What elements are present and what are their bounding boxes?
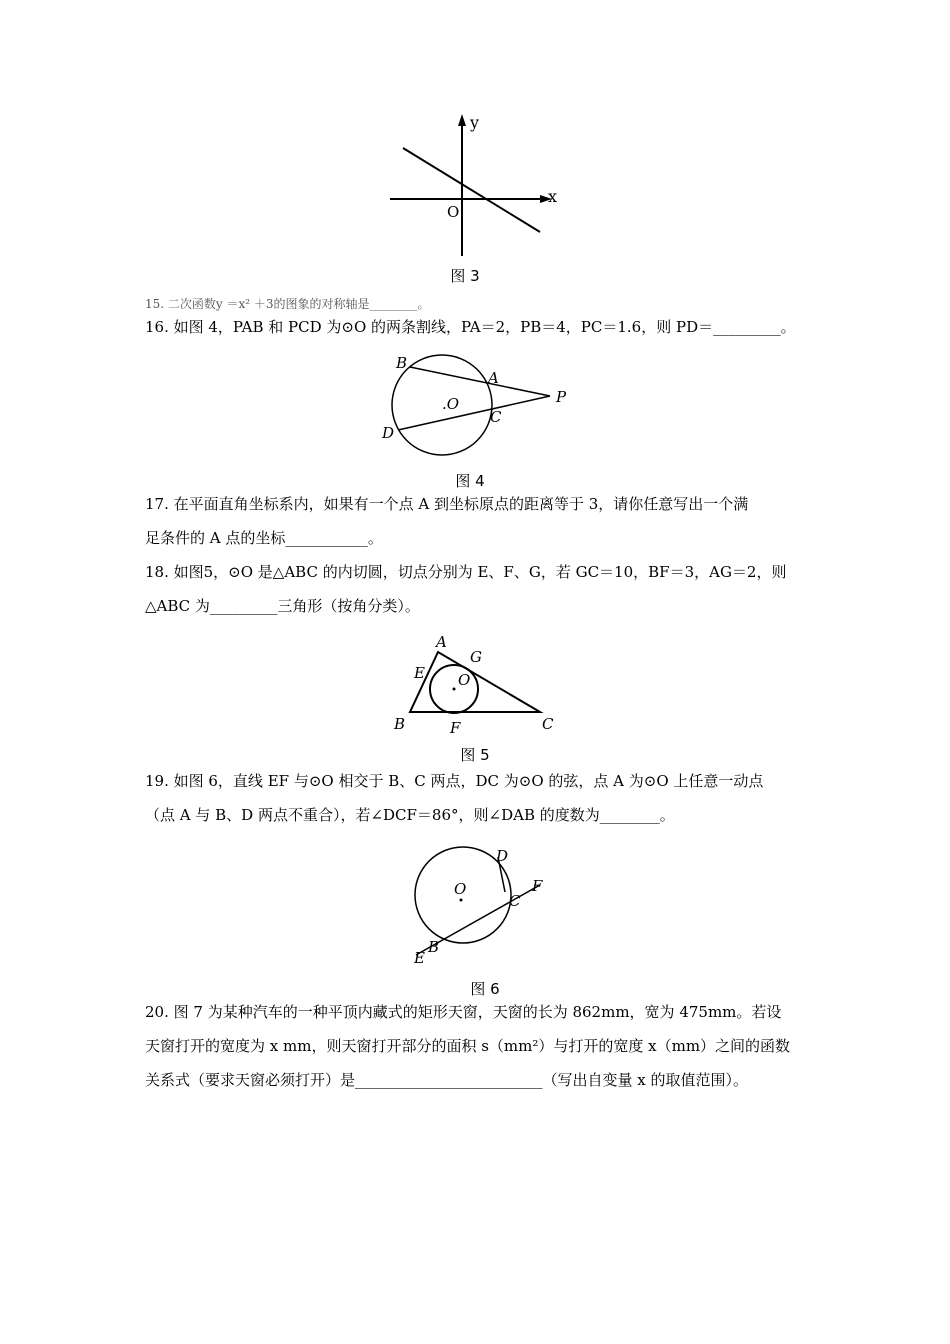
question-19-line-1: 19. 如图 6，直线 EF 与⊙O 相交于 B、C 两点，DC 为⊙O 的弦，点 A 为⊙O 上任意一动点 [145,772,764,790]
question-17-line-1: 17. 在平面直角坐标系内，如果有一个点 A 到坐标原点的距离等于 3，请你任意写出一个满 [145,495,749,513]
point-G-label: G [470,648,482,666]
point-D-label: D [496,847,509,865]
question-20-line-1: 20. 图 7 为某种汽车的一种平顶内藏式的矩形天窗，天窗的长为 862mm，宽为 475mm。若设 [145,1003,782,1021]
question-19-line-2: （点 A 与 B、D 两点不重合），若∠DCF＝86°，则∠DAB 的度数为________。 [145,806,675,824]
point-F-label: F [532,877,543,895]
vertex-C-label: C [542,715,554,733]
figure-6-circle-line [408,845,558,970]
figure-3-coordinate-graph [385,110,565,260]
question-16: 16. 如图 4，PAB 和 PCD 为⊙O 的两条割线，PA＝2，PB＝4，PC＝1.6，则 PD＝_________。 [145,318,796,336]
question-20-line-2: 天窗打开的宽度为 x mm，则天窗打开部分的面积 s（mm²）与打开的宽度 x（mm）之间的函数 [145,1037,791,1055]
question-15: 15. 二次函数y ＝x² ＋3的图象的对称轴是________。 [145,297,430,311]
figure-5-incircle-triangle [388,632,568,737]
vertex-A-label: A [436,633,447,651]
point-C-label: C [490,408,502,426]
y-axis-label: y [470,113,480,132]
question-20-line-3: 关系式（要求天窗必须打开）是_________________________（写出自变量 x 的取值范围）。 [145,1071,748,1089]
figure-5-caption: 图 5 [460,746,490,764]
center-O-label: O [458,671,471,689]
point-D-label: D [382,424,395,442]
point-B-label: B [396,354,408,372]
figure-3-caption: 图 3 [450,267,480,285]
point-E-label: E [414,664,425,682]
center-O-label: .O [442,395,460,413]
point-P-label: P [556,388,567,406]
question-18-line-1: 18. 如图5，⊙O 是△ABC 的内切圆，切点分别为 E、F、G，若 GC＝10，BF＝3，AG＝2，则 [145,563,787,581]
question-17-line-2: 足条件的 A 点的坐标___________。 [145,529,383,547]
point-C-label: C [509,892,521,910]
point-E-label: E [414,949,425,967]
point-B-label: B [428,938,440,956]
x-axis-label: x [548,187,558,206]
figure-4-secants [380,352,580,462]
figure-4-caption: 图 4 [455,472,485,490]
center-O-label: O [454,880,467,898]
point-A-label: A [488,369,499,387]
vertex-B-label: B [394,715,406,733]
origin-label: O [447,203,460,221]
figure-6-caption: 图 6 [470,980,500,998]
question-18-line-2: △ABC 为_________三角形（按角分类）。 [145,597,420,615]
point-F-label: F [450,719,461,737]
